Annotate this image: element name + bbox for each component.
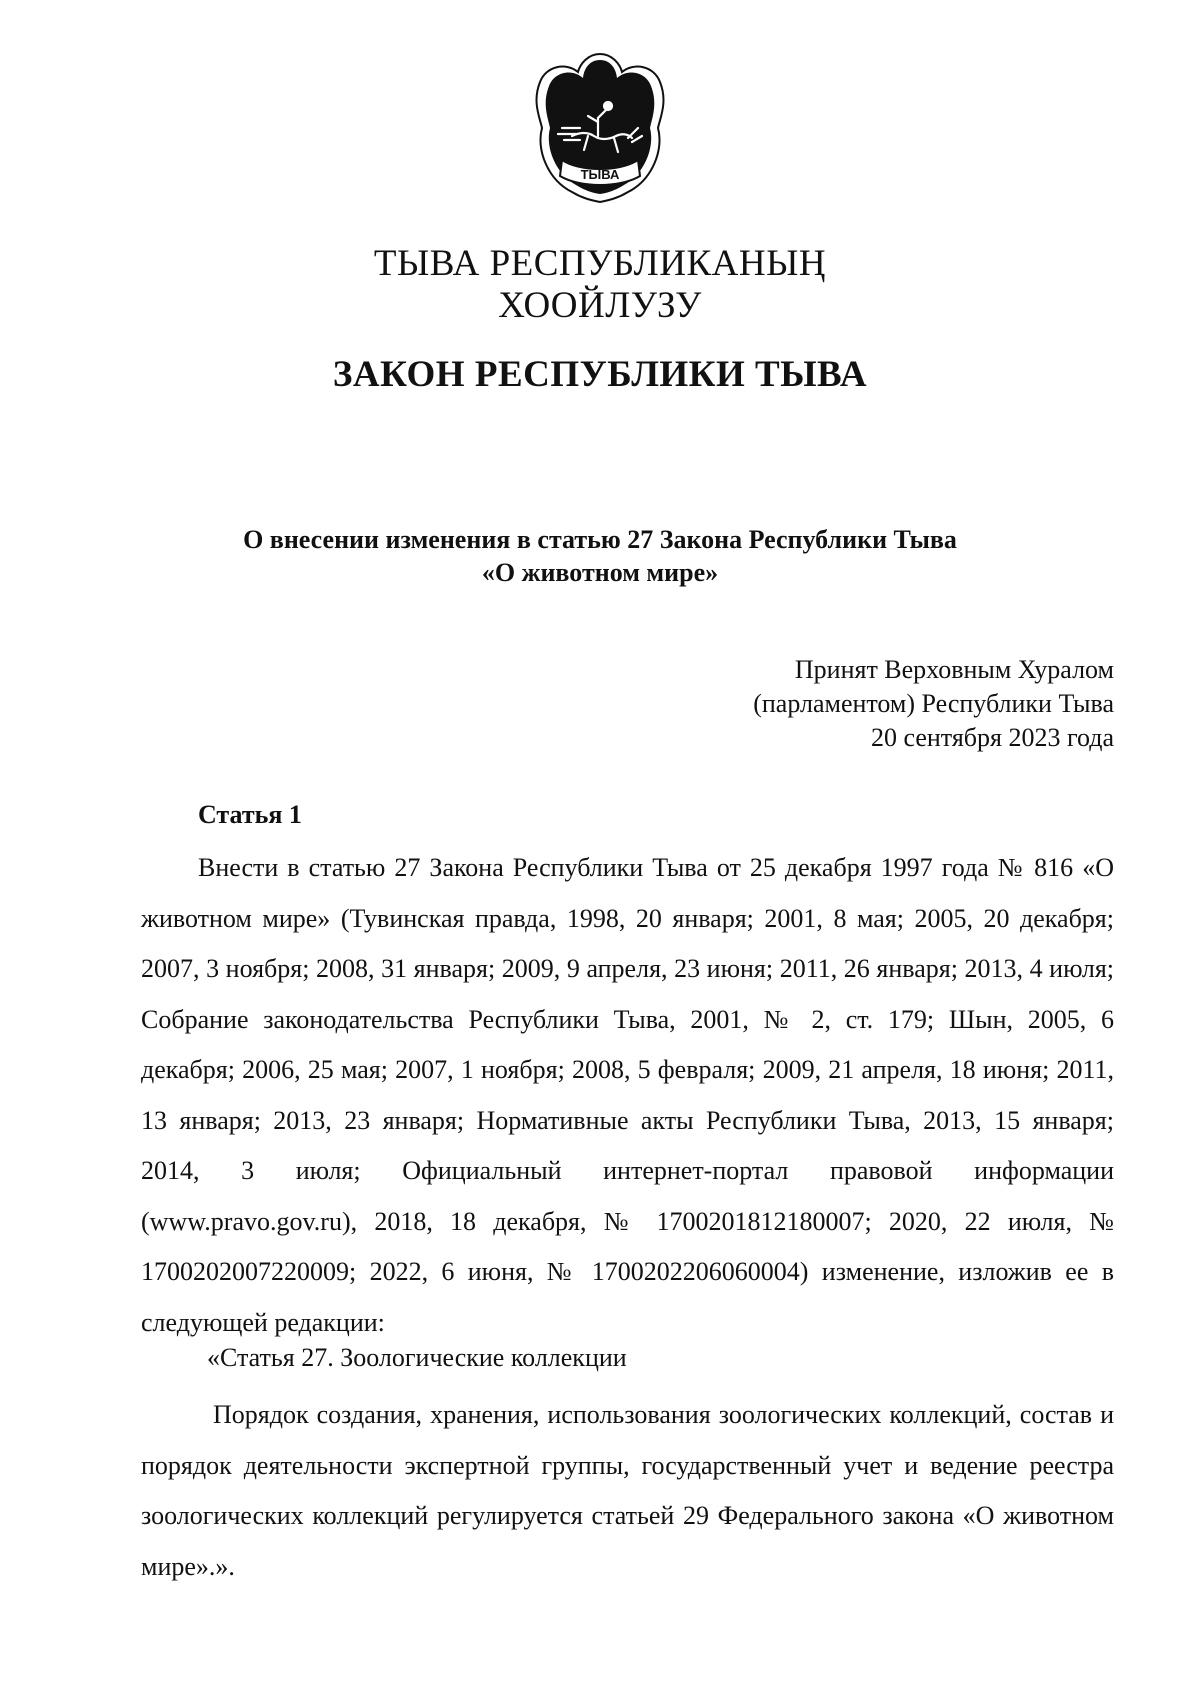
article-heading: Статья 1 bbox=[198, 800, 302, 829]
adoption-line2: (парламентом) Республики Тыва bbox=[753, 689, 1114, 718]
parliament-name-tuvan bbox=[0, 243, 1200, 327]
adoption-note bbox=[753, 653, 1114, 755]
article-body-paragraph: Внести в статью 27 Закона Республики Тыва от 25 декабря 1997 года № 816 «О животном мире» (Тувинская правда, 1998, 20 января; 2001, 8 мая; 2005, 20 декабря; 2007, 3 ноября; 2008, 31 января; 2009, 9 апреля, 23 июня; 2011, 26 января; 2013, 4 июля; Собрание законодательства Республики Тыва, 2001, № 2, ст. 179; Шын, 2005, 6 декабря; 2006, 25 мая; 2007, 1 ноября; 2008, 5 февраля; 2009, 21 апреля, 18 июня; 2011, 13 января; 2013, 23 января; Нормативные акты Республики Тыва, 2013, 15 января; 2014, 3 июля; Официальный интернет-портал правовой информации (www.pravo.gov.ru), 2018, 18 декабря, № 1700201812180007; 2020, 22 июля, № 1700202007220009; 2022, 6 июня, № 1700202206060004) изменение, изложив ее в следующей редакции: bbox=[141, 853, 1114, 1337]
emblem-ribbon-text: ТЫВА bbox=[580, 167, 620, 182]
adoption-date: 20 сентября 2023 года bbox=[870, 723, 1114, 752]
parliament-name-line1: ТЫВА РЕСПУБЛИКАНЫҢ bbox=[373, 243, 827, 284]
quoted-article-paragraph: Порядок создания, хранения, использования зоологических коллекций, состав и порядок деятельности экспертной группы, государственный учет и ведение реестра зоологических коллекций регулируется статьей 29 Федерального закона «О животном мире».». bbox=[141, 1400, 1114, 1581]
tuva-emblem bbox=[528, 48, 672, 208]
law-title: ЗАКОН РЕСПУБЛИКИ ТЫВА bbox=[332, 354, 868, 395]
tuva-emblem-icon bbox=[528, 48, 672, 208]
parliament-name-line2: ХООЙЛУЗУ bbox=[498, 285, 702, 326]
adoption-line1: Принят Верховным Хуралом bbox=[794, 655, 1114, 684]
quoted-article-heading: «Статья 27. Зоологические коллекции bbox=[207, 1343, 627, 1372]
law-subject-line2: «О животном мире» bbox=[481, 558, 719, 587]
law-subject-line1: О внесении изменения в статью 27 Закона Республики Тыва bbox=[243, 525, 957, 554]
law-subject bbox=[0, 523, 1200, 589]
